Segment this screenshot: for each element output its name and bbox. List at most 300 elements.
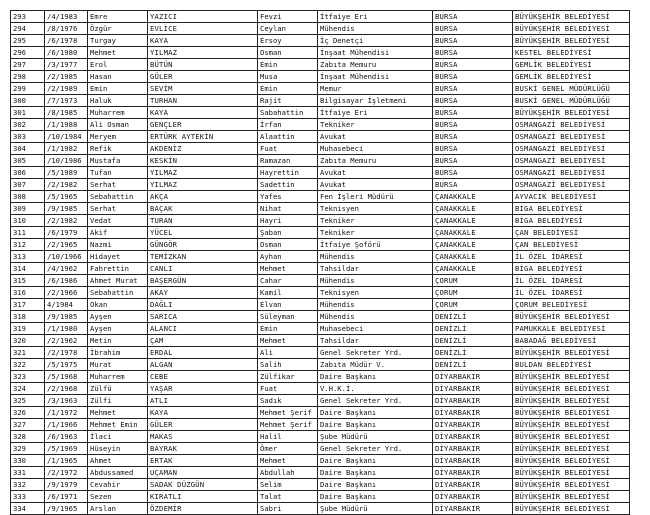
birth-date-cell: /2/1982: [45, 215, 88, 227]
table-row: [11, 203, 630, 215]
surname-cell: YILMAZ: [148, 167, 258, 179]
surname-cell: EVLİCE: [148, 23, 258, 35]
table-row: [11, 359, 630, 371]
province-cell: DİYARBAKIR: [433, 467, 513, 479]
father-name-cell: Emin: [258, 83, 318, 95]
table-row: [11, 155, 630, 167]
institution-cell: BİGA BELEDİYESİ: [513, 203, 630, 215]
father-name-cell: Yafes: [258, 191, 318, 203]
table-row: [11, 371, 630, 383]
first-name-cell: Arslan: [88, 503, 148, 515]
province-cell: ÇANAKKALE: [433, 263, 513, 275]
table-row: [11, 83, 630, 95]
first-name-cell: Özgür: [88, 23, 148, 35]
father-name-cell: Talat: [258, 491, 318, 503]
row-number-cell: 318: [11, 311, 45, 323]
surname-cell: CANLI: [148, 263, 258, 275]
row-number-cell: 299: [11, 83, 45, 95]
province-cell: BURSA: [433, 107, 513, 119]
first-name-cell: Serhat: [88, 179, 148, 191]
father-name-cell: Cahar: [258, 275, 318, 287]
institution-cell: BÜYÜKŞEHİR BELEDİYESİ: [513, 11, 630, 23]
province-cell: DENİZLİ: [433, 311, 513, 323]
birth-date-cell: /2/1989: [45, 83, 88, 95]
job-title-cell: Mühendis: [318, 275, 433, 287]
table-row: [11, 347, 630, 359]
birth-date-cell: /8/1985: [45, 107, 88, 119]
birth-date-cell: /9/1985: [45, 311, 88, 323]
institution-cell: OSMANGAZİ BELEDİYESİ: [513, 143, 630, 155]
row-number-cell: 325: [11, 395, 45, 407]
surname-cell: YILMAZ: [148, 179, 258, 191]
row-number-cell: 322: [11, 359, 45, 371]
institution-cell: BÜYÜKŞEHİR BELEDİYESİ: [513, 107, 630, 119]
province-cell: DİYARBAKIR: [433, 383, 513, 395]
institution-cell: BÜYÜKŞEHİR BELEDİYESİ: [513, 407, 630, 419]
first-name-cell: Ali Osman: [88, 119, 148, 131]
table-row: [11, 179, 630, 191]
surname-cell: GÜLER: [148, 71, 258, 83]
birth-date-cell: /7/1973: [45, 95, 88, 107]
job-title-cell: Teknisyen: [318, 287, 433, 299]
institution-cell: BULDAN BELEDİYESİ: [513, 359, 630, 371]
job-title-cell: İç Denetçi: [318, 35, 433, 47]
job-title-cell: İtfaiye Şoförü: [318, 239, 433, 251]
father-name-cell: Zülfikar: [258, 371, 318, 383]
table-row: [11, 263, 630, 275]
table-body: [11, 11, 630, 515]
table-row: [11, 251, 630, 263]
province-cell: DENİZLİ: [433, 323, 513, 335]
province-cell: DİYARBAKIR: [433, 431, 513, 443]
row-number-cell: 306: [11, 167, 45, 179]
father-name-cell: Fuat: [258, 383, 318, 395]
job-title-cell: Daire Başkanı: [318, 455, 433, 467]
table-row: [11, 23, 630, 35]
job-title-cell: Daire Başkanı: [318, 407, 433, 419]
father-name-cell: Ali: [258, 347, 318, 359]
father-name-cell: Ersoy: [258, 35, 318, 47]
surname-cell: CEBE: [148, 371, 258, 383]
surname-cell: SEVİM: [148, 83, 258, 95]
father-name-cell: Sabahattin: [258, 107, 318, 119]
row-number-cell: 326: [11, 407, 45, 419]
surname-cell: KAYA: [148, 35, 258, 47]
first-name-cell: Muharrem: [88, 371, 148, 383]
father-name-cell: Halil: [258, 431, 318, 443]
birth-date-cell: /5/1969: [45, 443, 88, 455]
province-cell: ÇORUM: [433, 275, 513, 287]
institution-cell: OSMANGAZİ BELEDİYESİ: [513, 179, 630, 191]
father-name-cell: Mehmet: [258, 335, 318, 347]
job-title-cell: İtfaiye Eri: [318, 107, 433, 119]
row-number-cell: 305: [11, 155, 45, 167]
province-cell: BURSA: [433, 95, 513, 107]
surname-cell: BAYRAK: [148, 443, 258, 455]
surname-cell: ERTÜRK AYTEKİN: [148, 131, 258, 143]
province-cell: DENİZLİ: [433, 347, 513, 359]
first-name-cell: Okan: [88, 299, 148, 311]
table-row: [11, 215, 630, 227]
job-title-cell: Avukat: [318, 179, 433, 191]
province-cell: DİYARBAKIR: [433, 371, 513, 383]
birth-date-cell: /5/1965: [45, 191, 88, 203]
province-cell: DİYARBAKIR: [433, 395, 513, 407]
institution-cell: BÜYÜKŞEHİR BELEDİYESİ: [513, 431, 630, 443]
job-title-cell: Mühendis: [318, 311, 433, 323]
job-title-cell: Daire Başkanı: [318, 371, 433, 383]
province-cell: BURSA: [433, 59, 513, 71]
first-name-cell: Hidayet: [88, 251, 148, 263]
institution-cell: BUSKİ GENEL MÜDÜRLÜĞÜ: [513, 95, 630, 107]
institution-cell: ÇAN BELEDİYESİ: [513, 227, 630, 239]
institution-cell: AYVACIK BELEDİYESİ: [513, 191, 630, 203]
row-number-cell: 294: [11, 23, 45, 35]
job-title-cell: Muhasebeci: [318, 143, 433, 155]
institution-cell: OSMANGAZİ BELEDİYESİ: [513, 119, 630, 131]
first-name-cell: Metin: [88, 335, 148, 347]
father-name-cell: Mehmet: [258, 455, 318, 467]
birth-date-cell: /4/1962: [45, 263, 88, 275]
province-cell: DİYARBAKIR: [433, 407, 513, 419]
table-row: [11, 107, 630, 119]
institution-cell: BÜYÜKŞEHİR BELEDİYESİ: [513, 467, 630, 479]
row-number-cell: 317: [11, 299, 45, 311]
birth-date-cell: /1/1988: [45, 119, 88, 131]
first-name-cell: Emre: [88, 11, 148, 23]
row-number-cell: 320: [11, 335, 45, 347]
father-name-cell: Osman: [258, 239, 318, 251]
father-name-cell: Rajit: [258, 95, 318, 107]
institution-cell: BÜYÜKŞEHİR BELEDİYESİ: [513, 383, 630, 395]
surname-cell: ÖZDEMİR: [148, 503, 258, 515]
table-row: [11, 59, 630, 71]
row-number-cell: 321: [11, 347, 45, 359]
province-cell: BURSA: [433, 179, 513, 191]
surname-cell: BAÇAK: [148, 203, 258, 215]
institution-cell: BÜYÜKŞEHİR BELEDİYESİ: [513, 479, 630, 491]
province-cell: ÇANAKKALE: [433, 203, 513, 215]
job-title-cell: Zabıta Memuru: [318, 155, 433, 167]
birth-date-cell: /3/1963: [45, 395, 88, 407]
table-row: [11, 299, 630, 311]
birth-date-cell: /6/1971: [45, 491, 88, 503]
first-name-cell: Murat: [88, 359, 148, 371]
father-name-cell: Ayhan: [258, 251, 318, 263]
job-title-cell: Avukat: [318, 167, 433, 179]
first-name-cell: Mehmet Emin: [88, 419, 148, 431]
birth-date-cell: /6/1980: [45, 47, 88, 59]
father-name-cell: Kamil: [258, 287, 318, 299]
province-cell: BURSA: [433, 143, 513, 155]
father-name-cell: Elvan: [258, 299, 318, 311]
institution-cell: ÇORUM BELEDİYESİ: [513, 299, 630, 311]
table-row: [11, 443, 630, 455]
job-title-cell: Teknisyen: [318, 203, 433, 215]
table-row: [11, 95, 630, 107]
job-title-cell: V.H.K.İ.: [318, 383, 433, 395]
surname-cell: AKÇA: [148, 191, 258, 203]
institution-cell: İL ÖZEL İDARESİ: [513, 251, 630, 263]
birth-date-cell: /1/1980: [45, 323, 88, 335]
birth-date-cell: /1/1982: [45, 143, 88, 155]
father-name-cell: Mehmet Şerif: [258, 419, 318, 431]
row-number-cell: 324: [11, 383, 45, 395]
province-cell: DİYARBAKIR: [433, 455, 513, 467]
institution-cell: KESTEL BELEDİYESİ: [513, 47, 630, 59]
row-number-cell: 333: [11, 491, 45, 503]
row-number-cell: 328: [11, 431, 45, 443]
job-title-cell: Avukat: [318, 131, 433, 143]
row-number-cell: 308: [11, 191, 45, 203]
table-row: [11, 311, 630, 323]
first-name-cell: Mehmet: [88, 407, 148, 419]
institution-cell: GEMLİK BELEDİYESİ: [513, 71, 630, 83]
first-name-cell: Haluk: [88, 95, 148, 107]
province-cell: ÇORUM: [433, 299, 513, 311]
first-name-cell: Fahrettin: [88, 263, 148, 275]
row-number-cell: 312: [11, 239, 45, 251]
father-name-cell: Sadık: [258, 395, 318, 407]
birth-date-cell: /1/1966: [45, 419, 88, 431]
province-cell: ÇORUM: [433, 287, 513, 299]
surname-cell: TURAN: [148, 215, 258, 227]
first-name-cell: Ayşen: [88, 323, 148, 335]
surname-cell: ÇAM: [148, 335, 258, 347]
province-cell: DİYARBAKIR: [433, 479, 513, 491]
table-row: [11, 395, 630, 407]
job-title-cell: Mühendis: [318, 23, 433, 35]
institution-cell: OSMANGAZİ BELEDİYESİ: [513, 155, 630, 167]
institution-cell: BUSKİ GENEL MÜDÜRLÜĞÜ: [513, 83, 630, 95]
row-number-cell: 327: [11, 419, 45, 431]
province-cell: ÇANAKKALE: [433, 251, 513, 263]
institution-cell: BÜYÜKŞEHİR BELEDİYESİ: [513, 503, 630, 515]
institution-cell: OSMANGAZİ BELEDİYESİ: [513, 131, 630, 143]
father-name-cell: Alaattin: [258, 131, 318, 143]
row-number-cell: 332: [11, 479, 45, 491]
province-cell: DİYARBAKIR: [433, 419, 513, 431]
institution-cell: BİGA BELEDİYESİ: [513, 215, 630, 227]
first-name-cell: Akif: [88, 227, 148, 239]
row-number-cell: 331: [11, 467, 45, 479]
job-title-cell: Daire Başkanı: [318, 479, 433, 491]
province-cell: DENİZLİ: [433, 359, 513, 371]
row-number-cell: 334: [11, 503, 45, 515]
first-name-cell: İbrahim: [88, 347, 148, 359]
personnel-table: [10, 10, 630, 515]
father-name-cell: Salih: [258, 359, 318, 371]
province-cell: DENİZLİ: [433, 335, 513, 347]
table-row: [11, 431, 630, 443]
job-title-cell: Şube Müdürü: [318, 503, 433, 515]
institution-cell: BÜYÜKŞEHİR BELEDİYESİ: [513, 491, 630, 503]
birth-date-cell: /2/1982: [45, 179, 88, 191]
surname-cell: ERDAL: [148, 347, 258, 359]
job-title-cell: Şube Müdürü: [318, 431, 433, 443]
father-name-cell: Ramazan: [258, 155, 318, 167]
job-title-cell: Tahsildar: [318, 263, 433, 275]
row-number-cell: 301: [11, 107, 45, 119]
birth-date-cell: /3/1977: [45, 59, 88, 71]
surname-cell: UÇAMAN: [148, 467, 258, 479]
row-number-cell: 309: [11, 203, 45, 215]
birth-date-cell: 4/1984: [45, 299, 88, 311]
birth-date-cell: /8/1976: [45, 23, 88, 35]
job-title-cell: İnşaat Mühendisi: [318, 47, 433, 59]
birth-date-cell: /2/1968: [45, 383, 88, 395]
job-title-cell: Tahsildar: [318, 335, 433, 347]
province-cell: BURSA: [433, 23, 513, 35]
job-title-cell: Daire Başkanı: [318, 491, 433, 503]
surname-cell: ALANCI: [148, 323, 258, 335]
table-row: [11, 239, 630, 251]
father-name-cell: Fuat: [258, 143, 318, 155]
surname-cell: YAŞAR: [148, 383, 258, 395]
father-name-cell: Emin: [258, 323, 318, 335]
first-name-cell: İlaci: [88, 431, 148, 443]
first-name-cell: Emin: [88, 83, 148, 95]
row-number-cell: 302: [11, 119, 45, 131]
birth-date-cell: /1/1965: [45, 455, 88, 467]
surname-cell: SARICA: [148, 311, 258, 323]
first-name-cell: Refik: [88, 143, 148, 155]
province-cell: BURSA: [433, 11, 513, 23]
institution-cell: BÜYÜKŞEHİR BELEDİYESİ: [513, 35, 630, 47]
birth-date-cell: /2/1966: [45, 287, 88, 299]
birth-date-cell: /10/1984: [45, 131, 88, 143]
first-name-cell: Vedat: [88, 215, 148, 227]
father-name-cell: Fevzi: [258, 11, 318, 23]
table-row: [11, 323, 630, 335]
birth-date-cell: /6/1978: [45, 35, 88, 47]
table-row: [11, 11, 630, 23]
table-row: [11, 131, 630, 143]
job-title-cell: Daire Başkanı: [318, 419, 433, 431]
row-number-cell: 304: [11, 143, 45, 155]
row-number-cell: 330: [11, 455, 45, 467]
row-number-cell: 314: [11, 263, 45, 275]
row-number-cell: 296: [11, 47, 45, 59]
surname-cell: DAĞLI: [148, 299, 258, 311]
row-number-cell: 315: [11, 275, 45, 287]
job-title-cell: Mühendis: [318, 299, 433, 311]
father-name-cell: Emin: [258, 59, 318, 71]
table-row: [11, 35, 630, 47]
surname-cell: KAYA: [148, 107, 258, 119]
surname-cell: YAZICI: [148, 11, 258, 23]
first-name-cell: Mehmet: [88, 47, 148, 59]
province-cell: ÇANAKKALE: [433, 215, 513, 227]
job-title-cell: Genel Sekreter Yrd.: [318, 347, 433, 359]
father-name-cell: Ceylan: [258, 23, 318, 35]
first-name-cell: Tufan: [88, 167, 148, 179]
surname-cell: TEMİZKAN: [148, 251, 258, 263]
job-title-cell: Tekniker: [318, 119, 433, 131]
father-name-cell: Sadettin: [258, 179, 318, 191]
first-name-cell: Erol: [88, 59, 148, 71]
table-row: [11, 419, 630, 431]
job-title-cell: Zabıta Memuru: [318, 59, 433, 71]
province-cell: ÇANAKKALE: [433, 227, 513, 239]
surname-cell: GENÇLER: [148, 119, 258, 131]
row-number-cell: 311: [11, 227, 45, 239]
surname-cell: TURHAN: [148, 95, 258, 107]
surname-cell: ALGAN: [148, 359, 258, 371]
table-row: [11, 143, 630, 155]
institution-cell: BÜYÜKŞEHİR BELEDİYESİ: [513, 311, 630, 323]
row-number-cell: 310: [11, 215, 45, 227]
institution-cell: BÜYÜKŞEHİR BELEDİYESİ: [513, 455, 630, 467]
row-number-cell: 298: [11, 71, 45, 83]
birth-date-cell: /4/1983: [45, 11, 88, 23]
table-row: [11, 287, 630, 299]
job-title-cell: Zabıta Müdür V.: [318, 359, 433, 371]
surname-cell: BAŞERGÜN: [148, 275, 258, 287]
institution-cell: BÜYÜKŞEHİR BELEDİYESİ: [513, 419, 630, 431]
row-number-cell: 295: [11, 35, 45, 47]
province-cell: BURSA: [433, 155, 513, 167]
table-row: [11, 191, 630, 203]
father-name-cell: Selim: [258, 479, 318, 491]
province-cell: DİYARBAKIR: [433, 503, 513, 515]
province-cell: BURSA: [433, 35, 513, 47]
province-cell: BURSA: [433, 131, 513, 143]
father-name-cell: Abdullah: [258, 467, 318, 479]
surname-cell: KESKİN: [148, 155, 258, 167]
table-row: [11, 383, 630, 395]
father-name-cell: Şaban: [258, 227, 318, 239]
row-number-cell: 329: [11, 443, 45, 455]
row-number-cell: 319: [11, 323, 45, 335]
institution-cell: PAMUKKALE BELEDİYESİ: [513, 323, 630, 335]
surname-cell: SADAK DÜZGÜN: [148, 479, 258, 491]
first-name-cell: Turgay: [88, 35, 148, 47]
birth-date-cell: /10/1986: [45, 155, 88, 167]
surname-cell: AKAY: [148, 287, 258, 299]
father-name-cell: İrfan: [258, 119, 318, 131]
birth-date-cell: /5/1968: [45, 371, 88, 383]
job-title-cell: İnşaat Mühendisi: [318, 71, 433, 83]
province-cell: DİYARBAKIR: [433, 491, 513, 503]
job-title-cell: Mühendis: [318, 251, 433, 263]
father-name-cell: Nihat: [258, 203, 318, 215]
father-name-cell: Hayrettin: [258, 167, 318, 179]
table-row: [11, 467, 630, 479]
surname-cell: YÜCEL: [148, 227, 258, 239]
institution-cell: OSMANGAZİ BELEDİYESİ: [513, 167, 630, 179]
job-title-cell: Genel Sekreter Yrd.: [318, 395, 433, 407]
first-name-cell: Sebahattin: [88, 287, 148, 299]
first-name-cell: Sebahattin: [88, 191, 148, 203]
institution-cell: BÜYÜKŞEHİR BELEDİYESİ: [513, 395, 630, 407]
first-name-cell: Hüseyin: [88, 443, 148, 455]
institution-cell: BİGA BELEDİYESİ: [513, 263, 630, 275]
table-row: [11, 227, 630, 239]
row-number-cell: 297: [11, 59, 45, 71]
province-cell: BURSA: [433, 47, 513, 59]
birth-date-cell: /2/1965: [45, 239, 88, 251]
father-name-cell: Süleyman: [258, 311, 318, 323]
row-number-cell: 300: [11, 95, 45, 107]
table-row: [11, 167, 630, 179]
institution-cell: İL ÖZEL İDARESİ: [513, 275, 630, 287]
table-row: [11, 47, 630, 59]
surname-cell: MAKAS: [148, 431, 258, 443]
institution-cell: GEMLİK BELEDİYESİ: [513, 59, 630, 71]
first-name-cell: Sezen: [88, 491, 148, 503]
birth-date-cell: /6/1979: [45, 227, 88, 239]
